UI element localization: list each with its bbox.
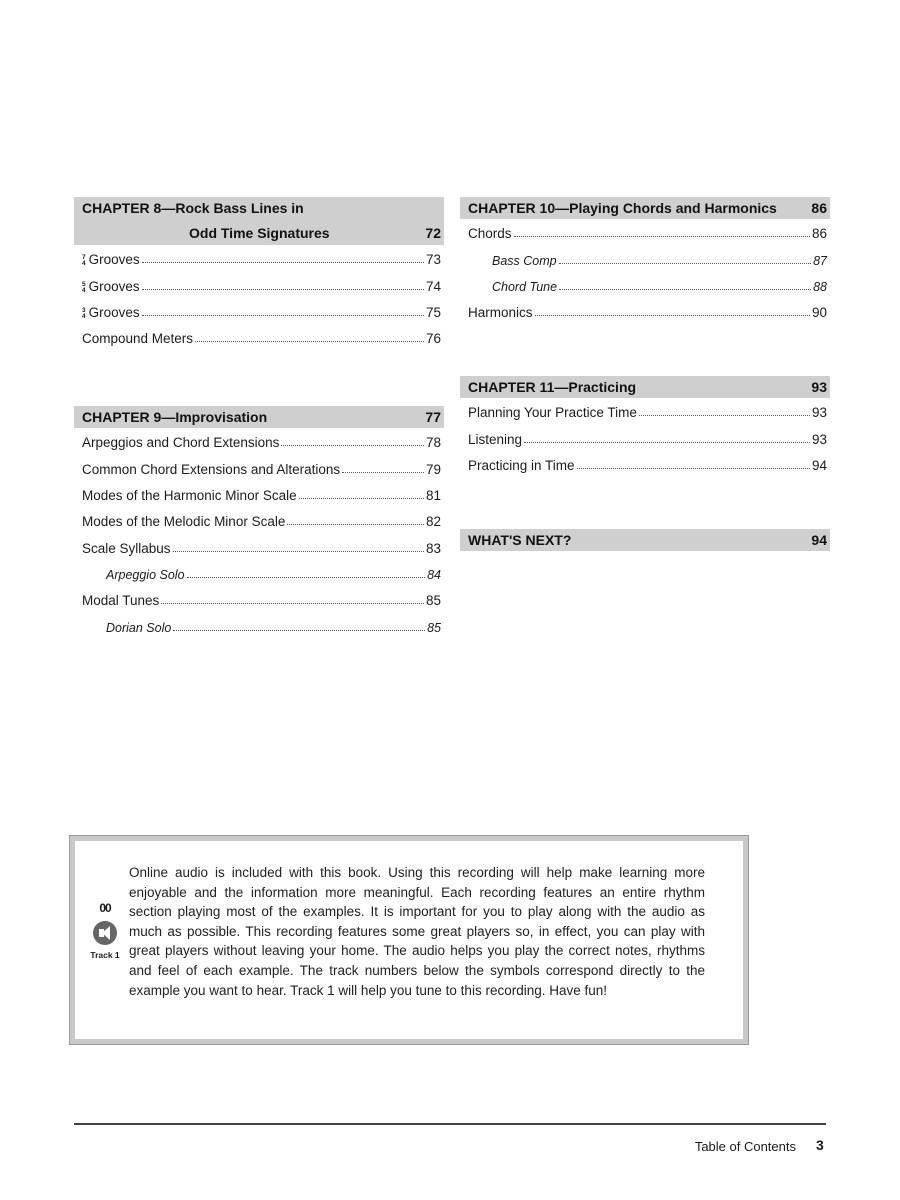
chapter-8-title-line1: CHAPTER 8—Rock Bass Lines in [82, 200, 304, 216]
toc-entry-label: Chord Tune [492, 279, 558, 294]
audio-icon-number: 00 [99, 901, 111, 915]
dot-leader [342, 472, 424, 473]
dot-leader [559, 263, 811, 264]
whats-next-page: 94 [811, 532, 827, 549]
toc-entry-label: Modes of the Harmonic Minor Scale [82, 488, 297, 504]
chapter-11-title: CHAPTER 11—Practicing [468, 379, 637, 396]
toc-entry-page: 87 [813, 253, 827, 268]
chapter-8-title-line2: Odd Time Signatures [189, 225, 330, 241]
dot-leader [142, 289, 424, 290]
chapter-10-page: 86 [811, 200, 827, 216]
toc-entry-chords[interactable] [460, 219, 830, 245]
toc-entry-3-4-grooves[interactable] [74, 298, 444, 324]
toc-entry-label: Listening [468, 431, 523, 447]
toc-entry-common-chord-extensions[interactable] [74, 454, 444, 480]
dot-leader [173, 551, 424, 552]
toc-entry-page: 85 [427, 620, 441, 635]
toc-entry-dorian-solo[interactable] [74, 612, 444, 638]
toc-entry-label: Grooves [88, 304, 140, 320]
toc-entry-modal-tunes[interactable] [74, 586, 444, 612]
audio-track-label: Track 1 [90, 950, 120, 960]
toc-entry-page: 83 [425, 540, 441, 556]
toc-entry-page: 94 [811, 458, 827, 474]
dot-leader [559, 289, 811, 290]
toc-entry-page: 76 [425, 331, 441, 347]
toc-entry-harmonic-minor-modes[interactable] [74, 481, 444, 507]
toc-entry-planning-practice[interactable] [460, 398, 830, 424]
footer-section-label: Table of Contents [694, 1139, 796, 1154]
toc-entry-label: Common Chord Extensions and Alterations [82, 461, 341, 477]
toc-entry-compound-meters[interactable] [74, 324, 444, 350]
toc-entry-page: 93 [811, 405, 827, 421]
toc-entry-listening[interactable] [460, 424, 830, 450]
dot-leader [142, 315, 424, 316]
toc-entry-harmonics[interactable] [460, 298, 830, 324]
time-signature: 3 4 [82, 306, 86, 320]
chapter-8-page: 72 [425, 225, 441, 241]
chapter-11-header[interactable] [460, 376, 830, 398]
audio-note-box [70, 836, 748, 1044]
dot-leader [142, 262, 424, 263]
toc-entry-label: Grooves [88, 252, 140, 268]
chapter-10-title: CHAPTER 10—Playing Chords and Harmonics [468, 200, 777, 216]
toc-entry-label: Practicing in Time [468, 458, 575, 474]
chapter-11-page: 93 [811, 379, 827, 396]
dot-leader [187, 577, 426, 578]
toc-entry-arpeggios[interactable] [74, 428, 444, 454]
toc-entry-label: Grooves [88, 278, 140, 294]
toc-entry-label: Arpeggio Solo [106, 567, 185, 582]
toc-left-column [74, 197, 444, 639]
toc-entry-page: 84 [427, 567, 441, 582]
toc-entry-page: 88 [813, 279, 827, 294]
toc-entry-page: 78 [425, 435, 441, 451]
toc-entry-label: Arpeggios and Chord Extensions [82, 435, 280, 451]
toc-entry-page: 90 [811, 305, 827, 321]
toc-entry-page: 82 [425, 514, 441, 530]
dot-leader [195, 341, 424, 342]
whats-next-header[interactable] [460, 529, 830, 551]
dot-leader [535, 315, 810, 316]
audio-speaker-icon [93, 921, 117, 945]
dot-leader [577, 468, 810, 469]
dot-leader [299, 498, 424, 499]
chapter-8-header[interactable] [74, 197, 444, 245]
chapter-9-header[interactable] [74, 406, 444, 428]
whats-next-title: WHAT'S NEXT? [468, 532, 572, 549]
time-signature: 7 4 [82, 254, 86, 268]
toc-entry-page: 79 [425, 461, 441, 477]
toc-entry-7-4-grooves[interactable] [74, 245, 444, 271]
dot-leader [173, 630, 425, 631]
footer-page-number: 3 [816, 1137, 824, 1153]
chapter-9-title: CHAPTER 9—Improvisation [82, 409, 268, 426]
dot-leader [639, 415, 810, 416]
dot-leader [524, 442, 810, 443]
toc-entry-arpeggio-solo[interactable] [74, 560, 444, 586]
dot-leader [514, 236, 810, 237]
chapter-9-page: 77 [425, 409, 441, 426]
toc-entry-page: 81 [425, 488, 441, 504]
dot-leader [281, 445, 424, 446]
toc-entry-scale-syllabus[interactable] [74, 533, 444, 559]
toc-entry-label: Planning Your Practice Time [468, 405, 637, 421]
footer-rule [74, 1123, 826, 1125]
dot-leader [161, 603, 424, 604]
toc-right-column [460, 197, 830, 551]
audio-note-text: Online audio is included with this book. Using this recording will help make learning more enjoyable and the information more meaningful. Each recording features an entire rhythm section playing most of the examples. It is important for you to play along with the audio as much as possible. This recording features some great players so, in effect, you can play with great players without leaving your home. The audio helps you play the correct notes, rhythms and feel of each example. The track numbers below the symbols correspond directly to the example you want to hear. Track 1 will help you tune to this recording. Have fun! [129, 865, 705, 998]
toc-entry-practicing-in-time[interactable] [460, 451, 830, 477]
toc-entry-5-4-grooves[interactable] [74, 271, 444, 297]
time-signature: 5 4 [82, 280, 86, 294]
toc-entry-page: 93 [811, 431, 827, 447]
chapter-10-header[interactable] [460, 197, 830, 219]
toc-entry-label: Dorian Solo [106, 620, 172, 635]
audio-track-icon-group[interactable] [83, 901, 127, 960]
toc-entry-melodic-minor-modes[interactable] [74, 507, 444, 533]
toc-entry-page: 75 [425, 304, 441, 320]
toc-entry-label: Harmonics [468, 305, 533, 321]
toc-entry-page: 73 [425, 252, 441, 268]
toc-entry-label: Modal Tunes [82, 593, 160, 609]
toc-entry-page: 86 [811, 226, 827, 242]
toc-entry-page: 74 [425, 278, 441, 294]
dot-leader [287, 524, 424, 525]
toc-entry-bass-comp[interactable] [460, 245, 830, 271]
toc-entry-page: 85 [425, 593, 441, 609]
toc-entry-label: Chords [468, 226, 512, 242]
toc-entry-label: Modes of the Melodic Minor Scale [82, 514, 286, 530]
toc-entry-label: Scale Syllabus [82, 540, 171, 556]
toc-entry-label: Compound Meters [82, 331, 194, 347]
toc-entry-label: Bass Comp [492, 253, 557, 268]
toc-entry-chord-tune[interactable] [460, 272, 830, 298]
